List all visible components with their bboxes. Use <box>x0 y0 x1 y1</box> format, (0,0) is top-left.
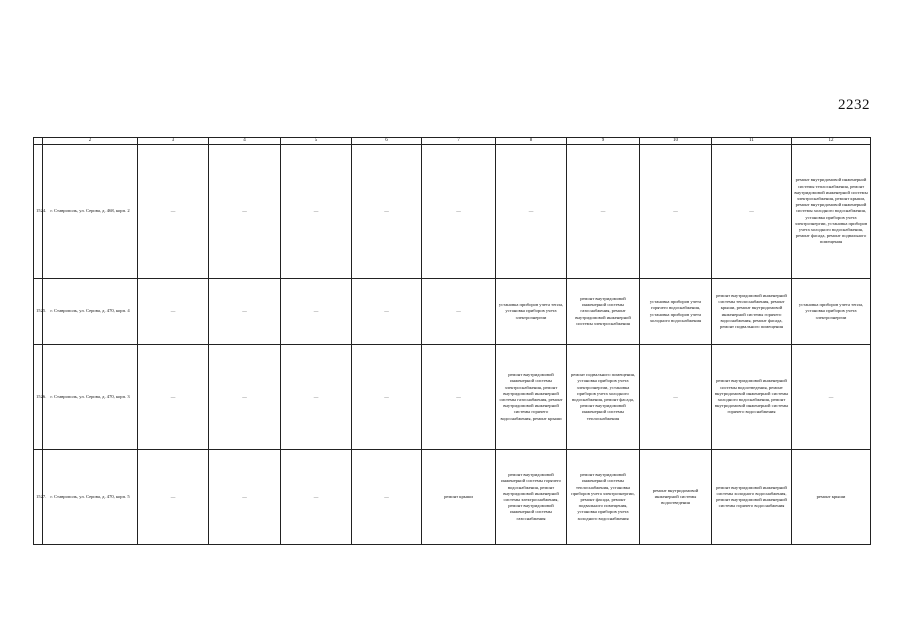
column-number: 9 <box>567 138 640 145</box>
empty-cell: — <box>640 145 712 279</box>
table-row <box>34 279 871 345</box>
empty-cell: — <box>138 279 209 345</box>
row-number: 1526. <box>34 345 43 450</box>
empty-cell: — <box>138 145 209 279</box>
column-number: 3 <box>138 138 209 145</box>
address-cell: г. Ставрополь, ул. Серова, д. 470, корп. 5 <box>43 450 138 545</box>
works-cell: ремонт внутридомовой инженерной системы водоотведения, ремонт внутридомовой инженерной системы холодного водоснабжения, ремонт внутридомовой инженерной системы горячего водоснабжения <box>712 345 792 450</box>
empty-cell: — <box>138 450 209 545</box>
page-number: 2232 <box>838 97 870 113</box>
address-cell: г. Ставрополь, ул. Серова, д. 468, корп. 2 <box>43 145 138 279</box>
works-cell: ремонт крыши <box>422 450 496 545</box>
row-number: 1525. <box>34 279 43 345</box>
empty-cell: — <box>209 450 281 545</box>
column-number: 11 <box>712 138 792 145</box>
works-cell: ремонт подвального помещения, установка приборов учета электроэнергии, установка приборов учета холодного водоснабжения, ремонт фасада, ремонт внутридомовой инженерной системы теплоснабжения <box>567 345 640 450</box>
works-cell: ремонт внутридомовой инженерной системы газоснабжения, ремонт внутридомовой инженерной системы электроснабжения <box>567 279 640 345</box>
address-cell: г. Ставрополь, ул. Серова, д. 470, корп. 4 <box>43 279 138 345</box>
works-cell: ремонт внутридомовой инженерной системы теплоснабжения, ремонт внутридомовой инженерной системы электроснабжения, ремонт крыши, ремонт внутридомовой инженерной системы холодного водоснабжения, установка приборов учета электроэнергии, установка приборов учета холодного водоснабжения, ремонт фасада, ремонт подвального помещения <box>792 145 871 279</box>
empty-cell: — <box>281 279 352 345</box>
works-cell: установка приборов учета горячего водоснабжения, установка приборов учета холодного водоснабжения <box>640 279 712 345</box>
works-cell: ремонт внутридомовой инженерной системы горячего водоснабжения, ремонт внутридомовой инженерной системы электроснабжения, ремонт внутридомовой инженерной системы газоснабжения <box>496 450 567 545</box>
column-number: 12 <box>792 138 871 145</box>
empty-cell: — <box>138 345 209 450</box>
column-number: 8 <box>496 138 567 145</box>
column-number: 5 <box>281 138 352 145</box>
empty-cell: — <box>422 145 496 279</box>
works-cell: ремонт внутридомовой инженерной системы холодного водоснабжения, ремонт внутридомовой инженерной системы горячего водоснабжения <box>712 450 792 545</box>
empty-cell: — <box>352 450 422 545</box>
column-number: 7 <box>422 138 496 145</box>
works-cell: установка приборов учета тепла, установка приборов учета электроэнергии <box>496 279 567 345</box>
table-row <box>34 345 871 450</box>
empty-cell: — <box>209 279 281 345</box>
empty-cell: — <box>352 345 422 450</box>
empty-cell: — <box>496 145 567 279</box>
empty-cell: — <box>281 450 352 545</box>
column-number: 6 <box>352 138 422 145</box>
works-cell: ремонт крыши <box>792 450 871 545</box>
column-number: 4 <box>209 138 281 145</box>
empty-cell: — <box>281 345 352 450</box>
column-number: 10 <box>640 138 712 145</box>
empty-cell: — <box>352 145 422 279</box>
works-cell: ремонт внутридомовой инженерной системы теплоснабжения, установка приборов учета электроэнергии, ремонт фасада, ремонт подвального помещения, установка приборов учета холодного водоснабжения <box>567 450 640 545</box>
empty-cell: — <box>712 145 792 279</box>
column-number <box>34 138 43 145</box>
empty-cell: — <box>422 345 496 450</box>
works-cell: ремонт внутридомовой инженерной системы электроснабжения, ремонт внутридомовой инженерной системы газоснабжения, ремонт внутридомовой инженерной системы горячего водоснабжения, ремонт крыши <box>496 345 567 450</box>
empty-cell: — <box>352 279 422 345</box>
empty-cell: — <box>281 145 352 279</box>
row-number: 1527. <box>34 450 43 545</box>
empty-cell: — <box>422 279 496 345</box>
address-cell: г. Ставрополь, ул. Серова, д. 470, корп. 3 <box>43 345 138 450</box>
empty-cell: — <box>792 345 871 450</box>
works-cell: ремонт внутридомовой инженерной системы водоотведения <box>640 450 712 545</box>
empty-cell: — <box>209 145 281 279</box>
column-number-row <box>34 138 871 145</box>
empty-cell: — <box>567 145 640 279</box>
row-number: 1524. <box>34 145 43 279</box>
empty-cell: — <box>640 345 712 450</box>
column-number: 2 <box>43 138 138 145</box>
works-cell: установка приборов учета тепла, установка приборов учета электроэнергии <box>792 279 871 345</box>
table-row <box>34 145 871 279</box>
works-table <box>33 137 871 545</box>
empty-cell: — <box>209 345 281 450</box>
works-cell: ремонт внутридомовой инженерной системы теплоснабжения, ремонт крыши, ремонт внутридомовой инженерной системы горячего водоснабжения, ремонт фасада, ремонт подвального помещения <box>712 279 792 345</box>
table-row <box>34 450 871 545</box>
